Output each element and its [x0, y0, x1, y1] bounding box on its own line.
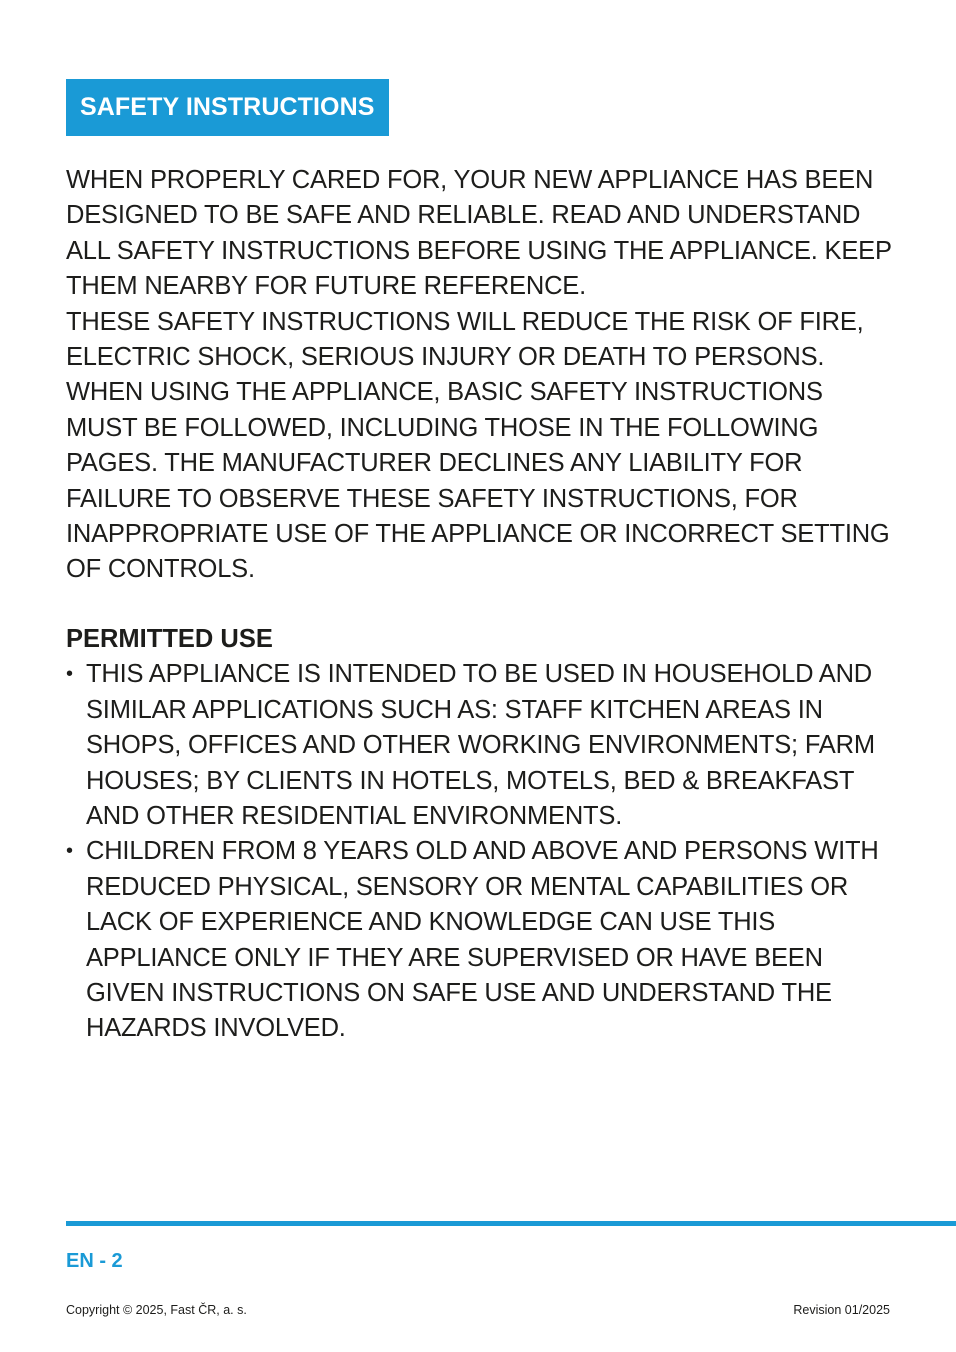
- list-item-text: CHILDREN FROM 8 YEARS OLD AND ABOVE AND PERSONS WITH REDUCED PHYSICAL, SENSORY OR MENTAL CAPABILITIES OR LACK OF EXPERIENCE AND KNOWLEDGE CAN USE THIS APPLIANCE ONLY IF THEY ARE SUPERVISED OR HAVE BEEN GIVEN INSTRUCTIONS ON SAFE USE AND UNDERSTAND THE HAZARDS INVOLVED.: [86, 837, 879, 1043]
- section-title-safety-instructions: SAFETY INSTRUCTIONS: [66, 79, 389, 136]
- copyright-notice: Copyright © 2025, Fast ČR, a. s.: [66, 1303, 247, 1317]
- list-item: [66, 657, 896, 834]
- bullet-icon: •: [66, 663, 73, 686]
- bullet-icon: •: [66, 840, 73, 863]
- footer-divider: [66, 1221, 956, 1226]
- intro-paragraph-1: WHEN PROPERLY CARED FOR, YOUR NEW APPLIANCE HAS BEEN DESIGNED TO BE SAFE AND RELIABLE. READ AND UNDERSTAND ALL SAFETY INSTRUCTIONS BEFORE USING THE APPLIANCE. KEEP THEM NEARBY FOR FUTURE REFERENCE.: [66, 166, 892, 301]
- revision-label: Revision 01/2025: [793, 1303, 890, 1317]
- intro-text: [66, 163, 896, 588]
- page-number: EN - 2: [66, 1250, 123, 1272]
- permitted-use-list: [66, 657, 896, 1046]
- permitted-use-heading: PERMITTED USE: [66, 624, 273, 653]
- document-page: [66, 79, 896, 1047]
- intro-paragraph-2: THESE SAFETY INSTRUCTIONS WILL REDUCE THE RISK OF FIRE, ELECTRIC SHOCK, SERIOUS INJURY OR DEATH TO PERSONS. WHEN USING THE APPLIANCE, BASIC SAFETY INSTRUCTIONS MUST BE FOLLOWED, INCLUDING THOSE IN THE FOLLOWING PAGES. THE MANUFACTURER DECLINES ANY LIABILITY FOR FAILURE TO OBSERVE THESE SAFETY INSTRUCTIONS, FOR INAPPROPRIATE USE OF THE APPLIANCE OR INCORRECT SETTING OF CONTROLS.: [66, 307, 890, 584]
- list-item-text: THIS APPLIANCE IS INTENDED TO BE USED IN HOUSEHOLD AND SIMILAR APPLICATIONS SUCH AS: STAFF KITCHEN AREAS IN SHOPS, OFFICES AND OTHER WORKING ENVIRONMENTS; FARM HOUSES; BY CLIENTS IN HOTELS, MOTELS, BED & BREAKFAST AND OTHER RESIDENTIAL ENVIRONMENTS.: [86, 660, 875, 830]
- list-item: [66, 834, 896, 1046]
